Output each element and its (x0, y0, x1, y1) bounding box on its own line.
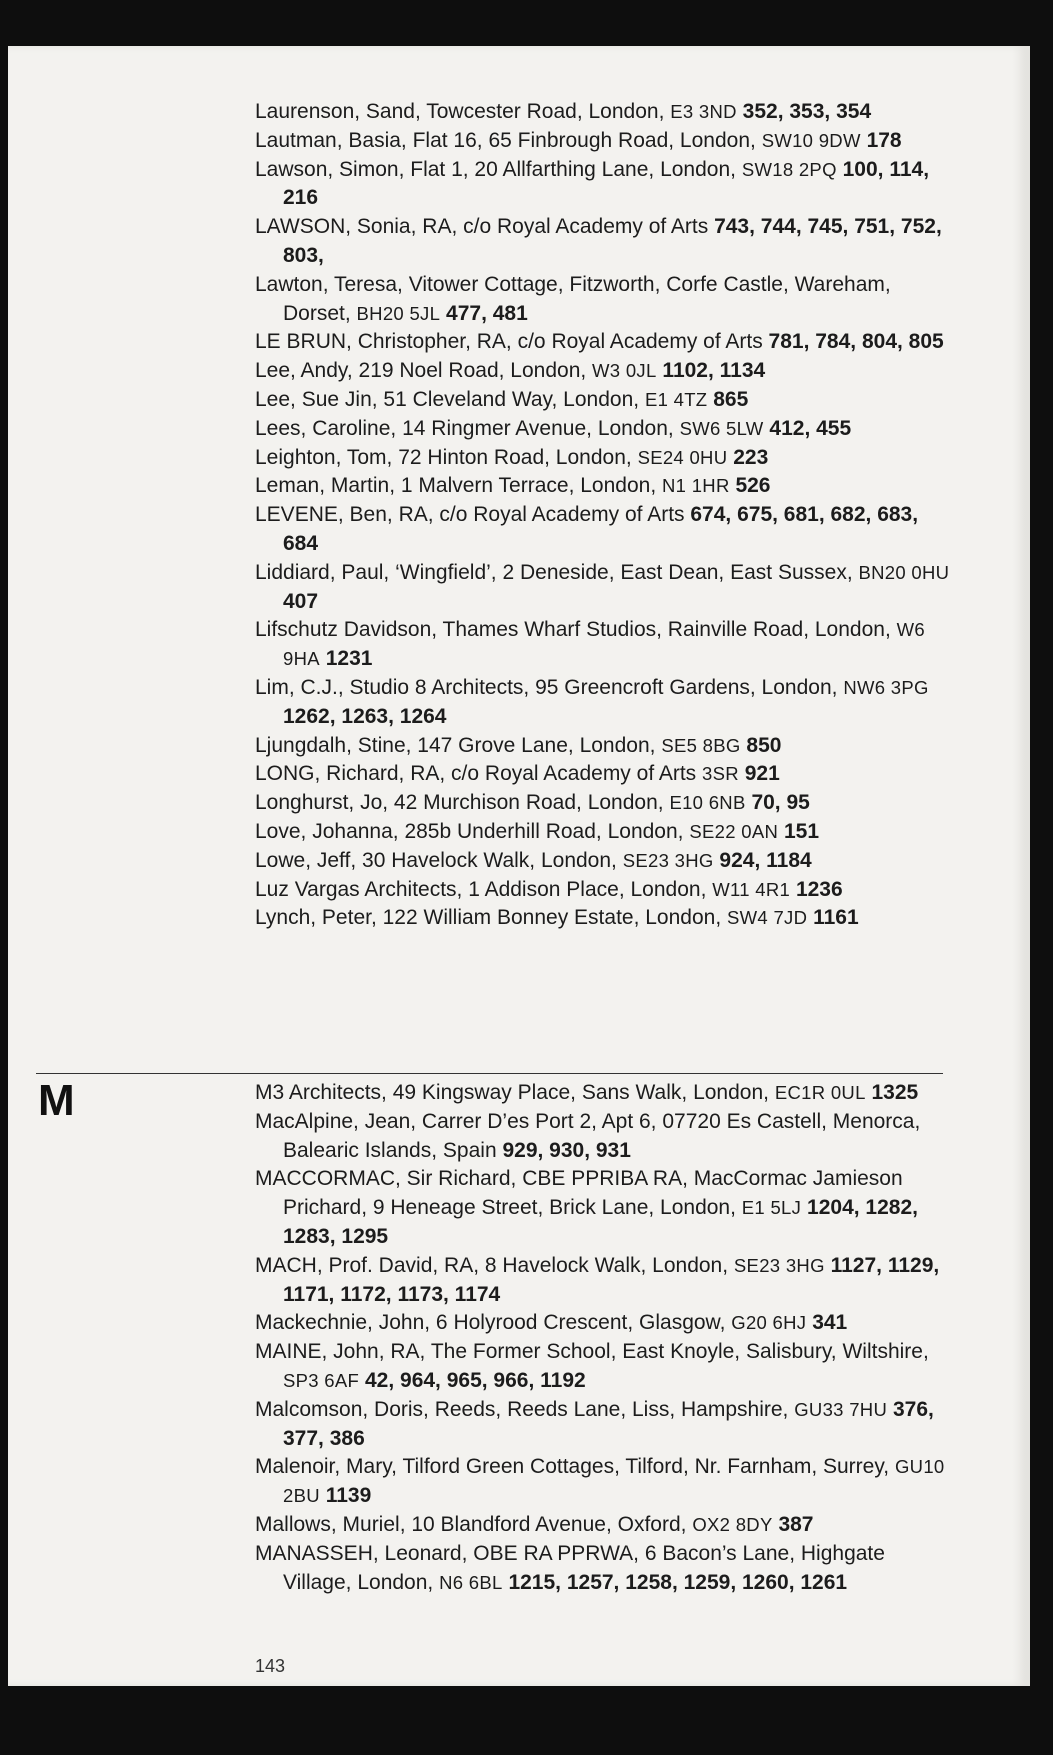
index-entry: Malenoir, Mary, Tilford Green Cottages, Tilford, Nr. Farnham, Surrey, GU10 2BU 1139 (255, 1455, 945, 1508)
index-entry: Lawson, Simon, Flat 1, 20 Allfarthing Lane, London, SW18 2PQ 100, 114, 216 (255, 157, 930, 210)
index-entry: Lee, Andy, 219 Noel Road, London, W3 0JL 1102, 1134 (255, 359, 766, 383)
section-letter: M (38, 1076, 75, 1125)
index-entry: LAWSON, Sonia, RA, c/o Royal Academy of Arts 743, 744, 745, 751, 752, 803, (255, 215, 942, 267)
index-entry: Lim, C.J., Studio 8 Architects, 95 Greencroft Gardens, London, NW6 3PG 1262, 1263, 1264 (255, 675, 929, 728)
index-page (8, 46, 1030, 1686)
index-entry: Mallows, Muriel, 10 Blandford Avenue, Oxford, OX2 8DY 387 (255, 1512, 814, 1536)
index-entry: MANASSEH, Leonard, OBE RA PPRWA, 6 Bacon’s Lane, Highgate Village, London, N6 6BL 1215, 1257, 1258, 1259, 1260, 1261 (255, 1541, 885, 1594)
index-entry: MacAlpine, Jean, Carrer D’es Port 2, Apt 6, 07720 Es Castell, Menorca, Balearic Islands, Spain 929, 930, 931 (255, 1109, 921, 1162)
index-entry: MACCORMAC, Sir Richard, CBE PPRIBA RA, MacCormac Jamieson Prichard, 9 Heneage Street, Brick Lane, London, E1 5LJ 1204, 1282, 1283, 1295 (255, 1167, 918, 1248)
index-entry: Ljungdalh, Stine, 147 Grove Lane, London, SE5 8BG 850 (255, 733, 782, 757)
index-entry: Lowe, Jeff, 30 Havelock Walk, London, SE23 3HG 924, 1184 (255, 848, 812, 872)
section-divider (36, 1073, 943, 1074)
index-entry: Leighton, Tom, 72 Hinton Road, London, SE24 0HU 223 (255, 445, 769, 469)
index-entry: Longhurst, Jo, 42 Murchison Road, London, E10 6NB 70, 95 (255, 791, 810, 815)
index-entry: MACH, Prof. David, RA, 8 Havelock Walk, London, SE23 3HG 1127, 1129, 1171, 1172, 1173, 1174 (255, 1253, 940, 1306)
index-entry: LEVENE, Ben, RA, c/o Royal Academy of Arts 674, 675, 681, 682, 683, 684 (255, 503, 919, 555)
index-entries-m (255, 1079, 955, 1597)
index-entry: Luz Vargas Architects, 1 Addison Place, London, W11 4R1 1236 (255, 877, 843, 901)
index-entry: Lawton, Teresa, Vitower Cottage, Fitzworth, Corfe Castle, Wareham, Dorset, BH20 5JL 477, 481 (255, 272, 891, 325)
index-entry: MAINE, John, RA, The Former School, East Knoyle, Salisbury, Wiltshire, SP3 6AF 42, 964, 965, 966, 1192 (255, 1340, 929, 1392)
index-entry: Lifschutz Davidson, Thames Wharf Studios, Rainville Road, London, W6 9HA 1231 (255, 618, 925, 671)
index-entry: LONG, Richard, RA, c/o Royal Academy of Arts 3SR 921 (255, 762, 780, 786)
index-entry: Lee, Sue Jin, 51 Cleveland Way, London, E1 4TZ 865 (255, 387, 749, 411)
index-entry: Laurenson, Sand, Towcester Road, London, E3 3ND 352, 353, 354 (255, 100, 872, 123)
index-entry: Malcomson, Doris, Reeds, Reeds Lane, Liss, Hampshire, GU33 7HU 376, 377, 386 (255, 1397, 934, 1450)
index-entry: Lees, Caroline, 14 Ringmer Avenue, London, SW6 5LW 412, 455 (255, 416, 852, 440)
index-entry: Leman, Martin, 1 Malvern Terrace, London, N1 1HR 526 (255, 474, 771, 498)
page-number: 143 (255, 1656, 286, 1676)
index-entry: M3 Architects, 49 Kingsway Place, Sans Walk, London, EC1R 0UL 1325 (255, 1081, 919, 1104)
index-entry: Love, Johanna, 285b Underhill Road, London, SE22 0AN 151 (255, 819, 820, 843)
index-entry: Mackechnie, John, 6 Holyrood Crescent, Glasgow, G20 6HJ 341 (255, 1311, 848, 1335)
index-entry: Lautman, Basia, Flat 16, 65 Finbrough Road, London, SW10 9DW 178 (255, 128, 902, 152)
index-entry: Liddiard, Paul, ‘Wingfield’, 2 Deneside, East Dean, East Sussex, BN20 0HU 407 (255, 560, 950, 613)
index-entries-l (255, 98, 955, 933)
index-entry: Lynch, Peter, 122 William Bonney Estate, London, SW4 7JD 1161 (255, 906, 859, 930)
index-entry: LE BRUN, Christopher, RA, c/o Royal Academy of Arts 781, 784, 804, 805 (255, 330, 944, 354)
